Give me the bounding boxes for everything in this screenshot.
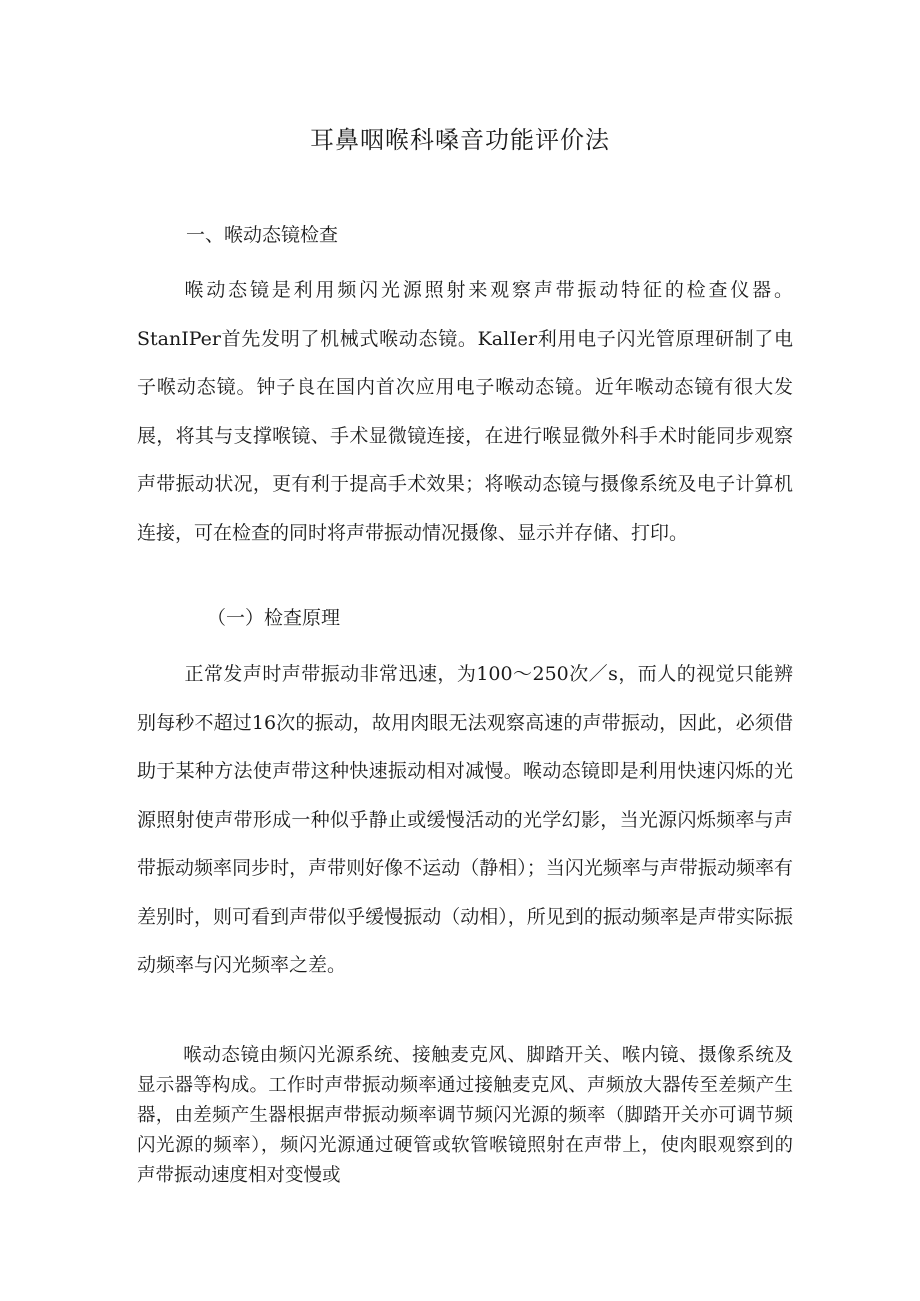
subsection-heading: （一）检查原理 xyxy=(207,607,341,629)
document-title: 耳鼻咽喉科嗓音功能评价法 xyxy=(310,126,610,154)
section-heading: 一、喉动态镜检查 xyxy=(186,224,339,246)
body-paragraph-1: 喉动态镜是利用频闪光源照射来观察声带振动特征的检查仪器。StanIPer首先发明了机械式喉动态镜。KalIer利用电子闪光管原理研制了电子喉动态镜。钟子良在国内首次应用电子喉动态镜。近年喉动态镜有很大发展，将其与支撑喉镜、手术显微镜连接，在进行喉显微外科手术时能同步观察声带振动状况，更有利于提高手术效果；将喉动态镜与摄像系统及电子计算机连接，可在检查的同时将声带振动情况摄像、显示并存储、打印。 xyxy=(137,279,793,544)
body-paragraph-2: 正常发声时声带振动非常迅速，为100～250次／s，而人的视觉只能辨别每秒不超过16次的振动，故用肉眼无法观察高速的声带振动，因此，必须借助于某种方法使声带这种快速振动相对减慢。喉动态镜即是利用快速闪烁的光源照射使声带形成一种似乎静止或缓慢活动的光学幻影，当光源闪烁频率与声带振动频率同步时，声带则好像不运动（静相）；当闪光频率与声带振动频率有差别时，则可看到声带似乎缓慢振动（动相），所见到的振动频率是声带实际振动频率与闪光频率之差。 xyxy=(137,663,793,976)
body-paragraph-3: 喉动态镜由频闪光源系统、接触麦克风、脚踏开关、喉内镜、摄像系统及显示器等构成。工作时声带振动频率通过接触麦克风、声频放大器传至差频产生器，由差频产生器根据声带振动频率调节频闪光源的频率（脚踏开关亦可调节频闪光源的频率），频闪光源通过硬管或软管喉镜照射在声带上，使肉眼观察到的声带振动速度相对变慢或 xyxy=(137,1045,793,1186)
